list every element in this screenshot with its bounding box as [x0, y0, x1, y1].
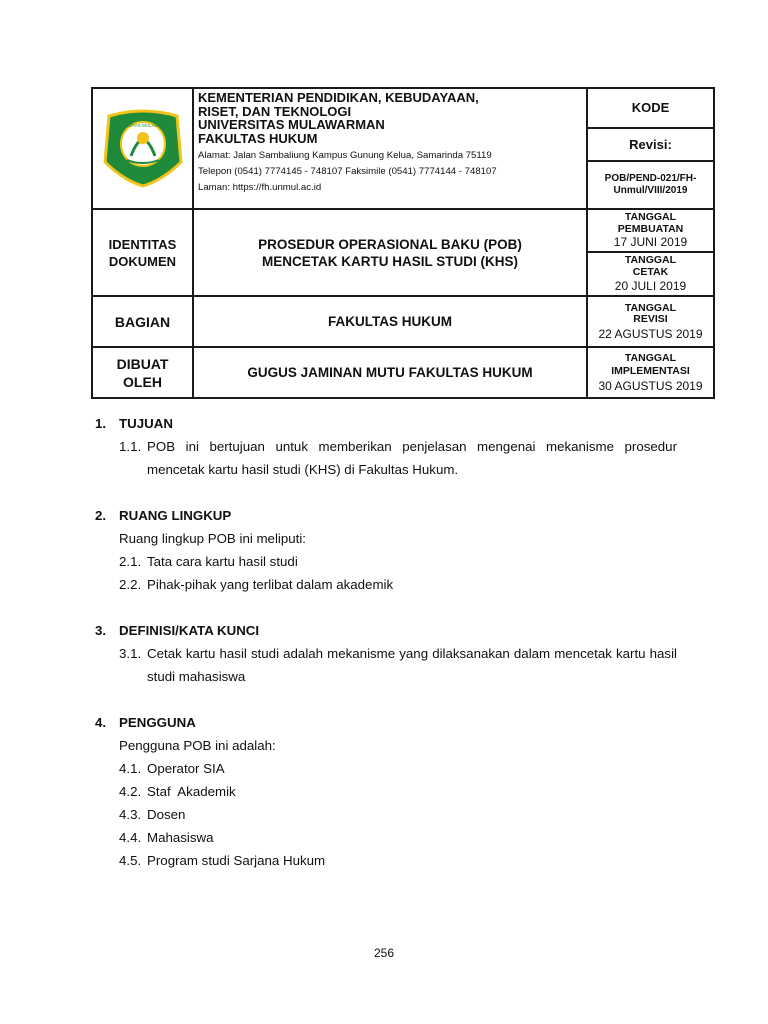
page-number: 256: [373, 946, 395, 960]
tanggal-cetak-cell: TANGGAL CETAK 20 JULI 2019: [587, 252, 714, 296]
website-text: Laman: https://fh.unmul.ac.id: [198, 182, 322, 193]
tanggal-implementasi-cell: TANGGAL IMPLEMENTASI 30 AGUSTUS 2019: [587, 347, 714, 398]
list-item: 2.1. Tata cara kartu hasil studi: [119, 554, 298, 569]
bagian-label-cell: BAGIAN: [92, 296, 193, 347]
section-heading: 2. RUANG LINGKUP: [95, 508, 232, 523]
institution-info-cell: [193, 88, 587, 209]
list-item: 4.2. Staf Akademik: [119, 784, 236, 799]
list-item: 2.2. Pihak-pihak yang terlibat dalam akademik: [119, 577, 394, 592]
section-heading: 4. PENGGUNA: [95, 715, 196, 730]
list-item: 4.1. Operator SIA: [119, 761, 225, 776]
phone-text: Telepon (0541) 7774145 - 748107 Faksimile (0541) 7774144 - 748107: [198, 166, 497, 177]
section-heading: 1. TUJUAN: [95, 416, 173, 431]
identitas-label-cell: IDENTITAS DOKUMEN: [92, 209, 193, 296]
kode-cell: KODE: [587, 88, 714, 128]
document-body: [95, 412, 677, 872]
institution-line: KEMENTERIAN PENDIDIKAN, KEBUDAYAAN,: [198, 90, 479, 105]
list-item: 4.3. Dosen: [119, 807, 186, 822]
bagian-value-cell: FAKULTAS HUKUM: [193, 296, 587, 347]
tanggal-revisi-cell: TANGGAL REVISI 22 AGUSTUS 2019: [587, 296, 714, 347]
institution-line: RISET, DAN TEKNOLOGI: [198, 103, 352, 119]
document-header-table: [91, 87, 715, 399]
address-text: Alamat: Jalan Sambaliung Kampus Gunung Kelua, Samarinda 75119: [198, 150, 492, 161]
list-item: 4.4. Mahasiswa: [119, 830, 214, 845]
section-intro: Pengguna POB ini adalah:: [119, 738, 276, 753]
dibuat-label-cell: DIBUAT OLEH: [92, 347, 193, 398]
document-title-cell: PROSEDUR OPERASIONAL BAKU (POB) MENCETAK KARTU HASIL STUDI (KHS): [193, 209, 587, 296]
institution-line: FAKULTAS HUKUM: [198, 130, 318, 146]
revisi-cell: Revisi:: [587, 128, 714, 161]
university-logo-icon: [101, 104, 185, 188]
tanggal-pembuatan-cell: TANGGAL PEMBUATAN 17 JUNI 2019: [587, 209, 714, 252]
list-item: 1.1. POB ini bertujuan untuk memberikan penjelasan mengenai mekanisme prosedur mencetak kartu hasil studi (KHS) di Fakultas Hukum.: [119, 439, 677, 477]
section-heading: 3. DEFINISI/KATA KUNCI: [95, 623, 260, 638]
list-item: 3.1. Cetak kartu hasil studi adalah mekanisme yang dilaksanakan dalam mencetak kartu hasil studi mahasiswa: [119, 646, 677, 684]
university-logo-cell: [92, 88, 193, 209]
list-item: 4.5. Program studi Sarjana Hukum: [119, 853, 326, 868]
svg-text:UNIVERSITAS MULAWARMAN: UNIVERSITAS MULAWARMAN: [110, 123, 175, 128]
dibuat-value-cell: GUGUS JAMINAN MUTU FAKULTAS HUKUM: [193, 347, 587, 398]
institution-line: UNIVERSITAS MULAWARMAN: [198, 117, 385, 132]
document-code-cell: POB/PEND-021/FH- Unmul/VIII/2019: [587, 161, 714, 209]
section-intro: Ruang lingkup POB ini meliputi:: [119, 531, 306, 546]
